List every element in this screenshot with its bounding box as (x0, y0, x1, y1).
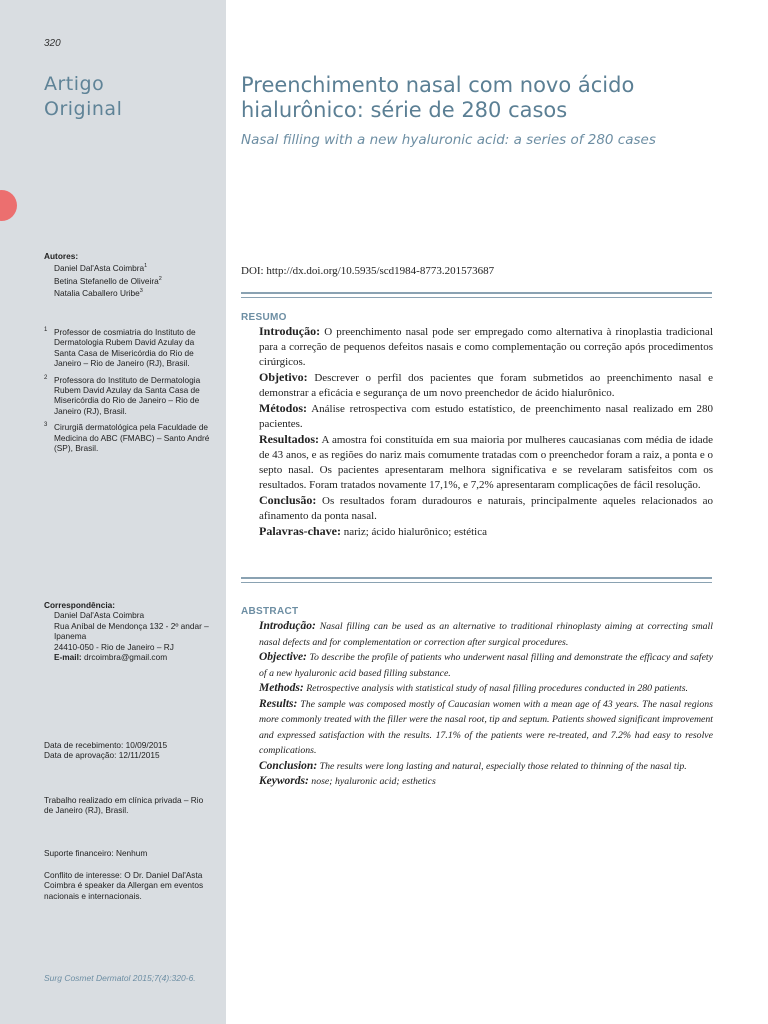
section-label (44, 72, 122, 122)
abstract-keywords: Keywords: nose; hyaluronic acid; esthetics (259, 775, 436, 787)
author-name: Daniel Dal'Asta Coimbra$^1$ (54, 263, 148, 274)
resumo-body (259, 324, 713, 540)
resumo-paragraph: Introdução: O preenchimento nasal pode ser empregado como alternativa à rinoplastia tradicional para a correção de pequenos defeitos nasais e como complementação ou correção após procedimentos cirúrgicos. (259, 324, 713, 368)
authors-label: Autores: (44, 251, 79, 261)
correspondence-address: Rua Aníbal de Mendonça 132 - 2º andar – Ipanema (54, 620, 209, 642)
abstract-paragraph: Methods: Retrospective analysis with statistical study of nasal filling procedures conducted in 280 patients. (259, 682, 688, 694)
affiliations-block (44, 327, 212, 459)
abstract-paragraph: Introdução: Nasal filling can be used as an alternative to traditional rhinoplasty aiming at correcting small nasal defects and for complementation or correction after surgical procedures. (259, 620, 713, 648)
funding: Suporte financeiro: Nenhum (44, 848, 148, 858)
work-location: Trabalho realizado em clínica privada – Rio de Janeiro (RJ), Brasil. (44, 795, 204, 816)
correspondence-email: E-mail: drcoimbra@gmail.com (54, 652, 168, 663)
divider (241, 577, 712, 579)
abstract-paragraph: Results: The sample was composed mostly of Caucasian women with a mean age of 43 years. The nasal regions more commonly treated with the filler were the nasal root, tip and septum. Patients showed significant improvement and expressed satisfaction with the results. 17.1% of the patients were re-treated, and 7.2% had easy to resolve complications. (259, 697, 713, 756)
author-name: Natalia Caballero Uribe$^3$ (54, 287, 143, 298)
affiliation-footnote: 3 Cirurgiã dermatológica pela Faculdade de Medicina do ABC (FMABC) – Santo André (SP), Brasil. (44, 422, 210, 454)
section-label-line2: Original (44, 98, 123, 120)
article-subtitle: Nasal filling with a new hyaluronic acid: a series of 280 cases (241, 132, 656, 148)
resumo-paragraph: Métodos: Análise retrospectiva com estudo estatístico, de preenchimento nasal realizado em 280 pacientes. (259, 401, 713, 430)
received-date: Data de recebimento: 10/09/2015 (44, 740, 168, 750)
resumo-paragraph: Conclusão: Os resultados foram duradouros e naturais, principalmente aqueles relacionados ao afinamento da ponta nasal. (259, 493, 713, 522)
authors-block (44, 251, 216, 298)
doi-link[interactable]: DOI: http://dx.doi.org/10.5935/scd1984-8773.201573687 (241, 265, 495, 277)
author-name: Betina Stefanello de Oliveira$^2$ (54, 275, 162, 286)
correspondence-label: Correspondência: (44, 600, 115, 610)
abstract-heading: ABSTRACT (241, 606, 299, 617)
journal-reference: Surg Cosmet Dermatol 2015;7(4):320-6. (44, 973, 196, 983)
dates-block (44, 740, 216, 761)
affiliation-footnote: 1 Professor de cosmiatria do Instituto de Dermatologia Rubem David Azulay da Santa Casa de Misericórdia do Rio de Janeiro – Rio de Janeiro (RJ), Brasil. (44, 327, 196, 369)
resumo-paragraph: Resultados: A amostra foi constituída em sua maioria por mulheres caucasianas com média de idade de 43 anos, e as regiões do nariz mais comumente tratadas com o preenchedor foram a raiz, a ponta e o septo nasal. Os pacientes apresentaram melhora significativa e se revelaram satisfeitos com os resultados. Foram tratados novamente 17,1%, e 7,2% apresentaram complicações de fácil resolução. (259, 432, 713, 491)
abstract-body (259, 619, 713, 790)
abstract-paragraph: Conclusion: The results were long lasting and natural, especially those related to thinning of the nasal tip. (259, 759, 687, 772)
abstract-paragraph: Objective: To describe the profile of patients who underwent nasal filling and demonstrate the efficacy and safety of a new hyaluronic acid based filling substance. (259, 651, 713, 679)
divider (241, 297, 712, 298)
correspondence-name: Daniel Dal'Asta Coimbra (54, 610, 145, 621)
divider (241, 292, 712, 294)
resumo-paragraph: Objetivo: Descrever o perfil dos pacientes que foram submetidos ao preenchimento nasal e demonstrar a eficácia e segurança de um novo preenchedor de ácido hialurônico. (259, 370, 714, 399)
article-title: Preenchimento nasal com novo ácido hialurônico: série de 280 casos (241, 73, 635, 122)
divider (241, 582, 712, 583)
correspondence-zip: 24410-050 - Rio de Janeiro – RJ (54, 641, 174, 652)
resumo-keywords: Palavras-chave: nariz; ácido hialurônico; estética (259, 524, 487, 538)
affiliation-footnote: 2 Professora do Instituto de Dermatologia Rubem David Azulay da Santa Casa de Misericórdia do Rio de Janeiro – Rio de Janeiro (RJ), Brasil. (44, 374, 201, 416)
resumo-heading: RESUMO (241, 312, 287, 323)
approved-date: Data de aprovação: 12/11/2015 (44, 750, 160, 761)
conflict-of-interest: Conflito de interesse: O Dr. Daniel Dal'Asta Coimbra é speaker da Allergan em eventos nacionais e internacionais. (44, 870, 204, 901)
page-number: 320 (44, 38, 61, 49)
section-label-line1: Artigo (44, 73, 105, 95)
correspondence-block (44, 600, 216, 662)
